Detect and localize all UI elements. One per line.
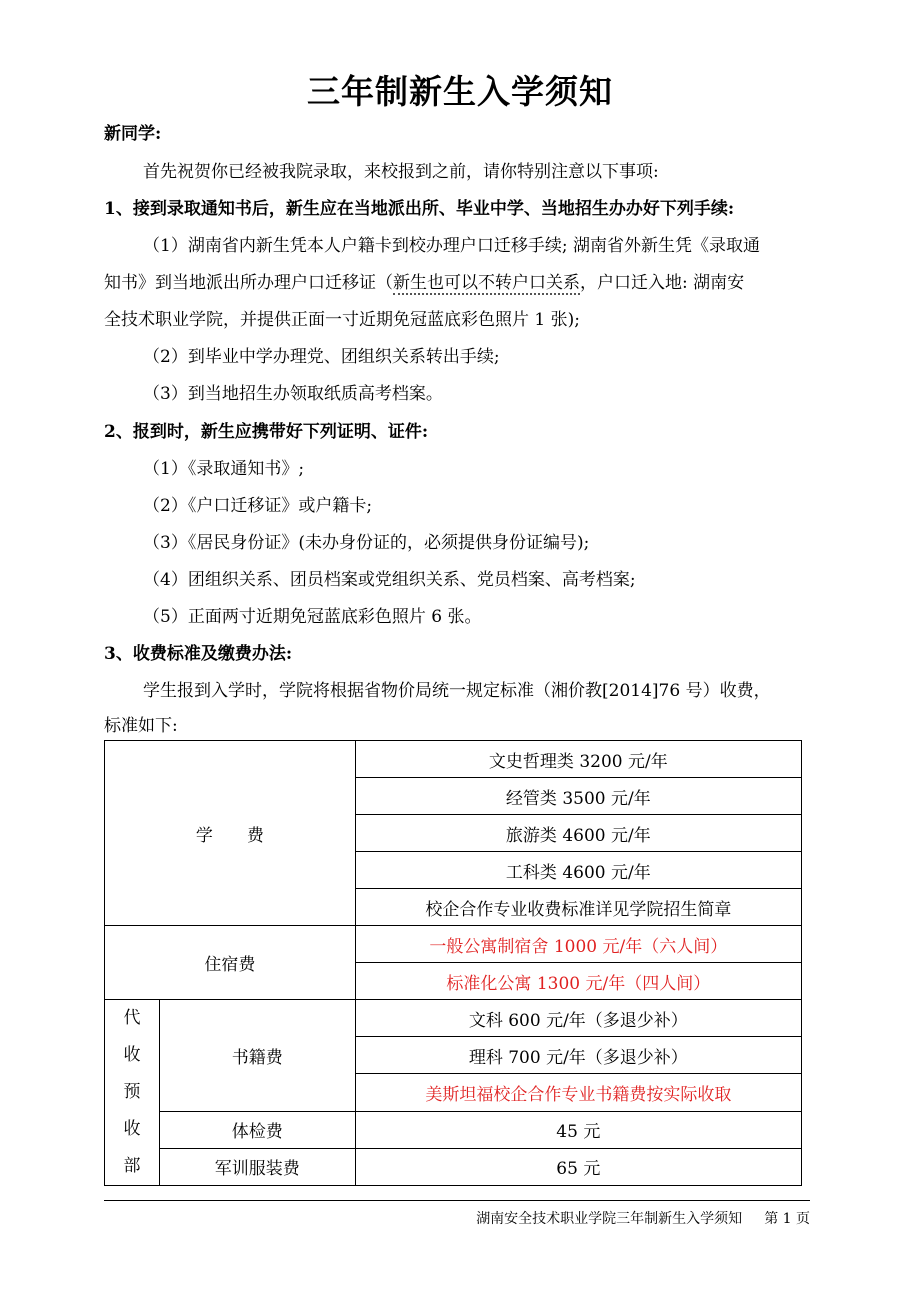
section2-item-1: （1）《录取通知书》; xyxy=(143,459,305,479)
section2-item-2: （2）《户口迁移证》或户籍卡; xyxy=(143,496,373,516)
tuition-item: 文史哲理类 3200 元/年 xyxy=(355,741,801,778)
section3-para-line2: 标准如下: xyxy=(104,716,178,736)
proxy-char: 收 xyxy=(123,1045,141,1065)
books-label: 书籍费 xyxy=(159,1000,355,1112)
section1-item1-line3: 全技术职业学院，并提供正面一寸近期免冠蓝底彩色照片 1 张); xyxy=(104,310,580,330)
tuition-label: 学 费 xyxy=(105,741,356,926)
exam-label: 体检费 xyxy=(159,1111,355,1148)
proxy-char: 代 xyxy=(123,1008,141,1028)
section1-item2: （2）到毕业中学办理党、团组织关系转出手续; xyxy=(143,347,500,367)
intro-text: 首先祝贺你已经被我院录取，来校报到之前，请你特别注意以下事项: xyxy=(143,162,659,182)
footer-page-number: 第 1 页 xyxy=(764,1211,810,1227)
section2-item-5: （5）正面两寸近期免冠蓝底彩色照片 6 张。 xyxy=(143,607,482,627)
footer-doc-name: 湖南安全技术职业学院三年制新生入学须知 xyxy=(476,1211,743,1227)
table-row xyxy=(105,926,802,963)
section1-item3: （3）到当地招生办领取纸质高考档案。 xyxy=(143,384,443,404)
tuition-item: 校企合作专业收费标准详见学院招生简章 xyxy=(355,889,801,926)
section1-item1-line2-b: ，户口迁入地: 湖南安 xyxy=(580,273,745,293)
page-footer xyxy=(476,1208,810,1228)
greeting: 新同学: xyxy=(104,124,162,144)
proxy-char: 收 xyxy=(123,1119,141,1139)
section1-item1-line1: （1）湖南省内新生凭本人户籍卡到校办理户口迁移手续; 湖南省外新生凭《录取通 xyxy=(143,236,760,256)
table-row xyxy=(105,1148,802,1185)
books-item: 理科 700 元/年（多退少补） xyxy=(355,1037,801,1074)
section1-item1-line2-a: 知书》到当地派出所办理户口迁移证（ xyxy=(104,273,393,293)
fee-table xyxy=(104,740,802,1186)
exam-value: 45 元 xyxy=(355,1111,801,1148)
section3-para-line1: 学生报到入学时，学院将根据省物价局统一规定标准（湘价教[2014]76 号）收费， xyxy=(143,681,771,701)
books-item: 文科 600 元/年（多退少补） xyxy=(355,1000,801,1037)
section2-heading: 2、报到时，新生应携带好下列证明、证件: xyxy=(104,422,429,442)
section1-item1-line2 xyxy=(104,271,744,295)
tuition-item: 旅游类 4600 元/年 xyxy=(355,815,801,852)
books-item: 美斯坦福校企合作专业书籍费按实际收取 xyxy=(355,1074,801,1111)
page-title: 三年制新生入学须知 xyxy=(307,72,613,111)
section3-heading: 3、收费标准及缴费办法: xyxy=(104,644,293,664)
section2-item-4: （4）团组织关系、团员档案或党组织关系、党员档案、高考档案; xyxy=(143,570,636,590)
dorm-label: 住宿费 xyxy=(105,926,356,1000)
section1-item1-dotted-note: 新生也可以不转户口关系 xyxy=(393,273,580,293)
proxy-collection-label xyxy=(105,1000,160,1186)
table-row xyxy=(105,1111,802,1148)
tuition-item: 工科类 4600 元/年 xyxy=(355,852,801,889)
uniform-label: 军训服装费 xyxy=(159,1148,355,1185)
proxy-char: 部 xyxy=(123,1156,141,1176)
table-row xyxy=(105,1000,802,1037)
section1-heading: 1、接到录取通知书后，新生应在当地派出所、毕业中学、当地招生办办好下列手续: xyxy=(104,199,735,219)
dorm-item: 标准化公寓 1300 元/年（四人间） xyxy=(355,963,801,1000)
proxy-char: 预 xyxy=(123,1082,141,1102)
table-row xyxy=(105,741,802,778)
footer-divider xyxy=(104,1200,810,1201)
uniform-value: 65 元 xyxy=(355,1148,801,1185)
tuition-item: 经管类 3500 元/年 xyxy=(355,778,801,815)
section2-item-3: （3）《居民身份证》(未办身份证的，必须提供身份证编号); xyxy=(143,533,590,553)
dorm-item: 一般公寓制宿舍 1000 元/年（六人间） xyxy=(355,926,801,963)
